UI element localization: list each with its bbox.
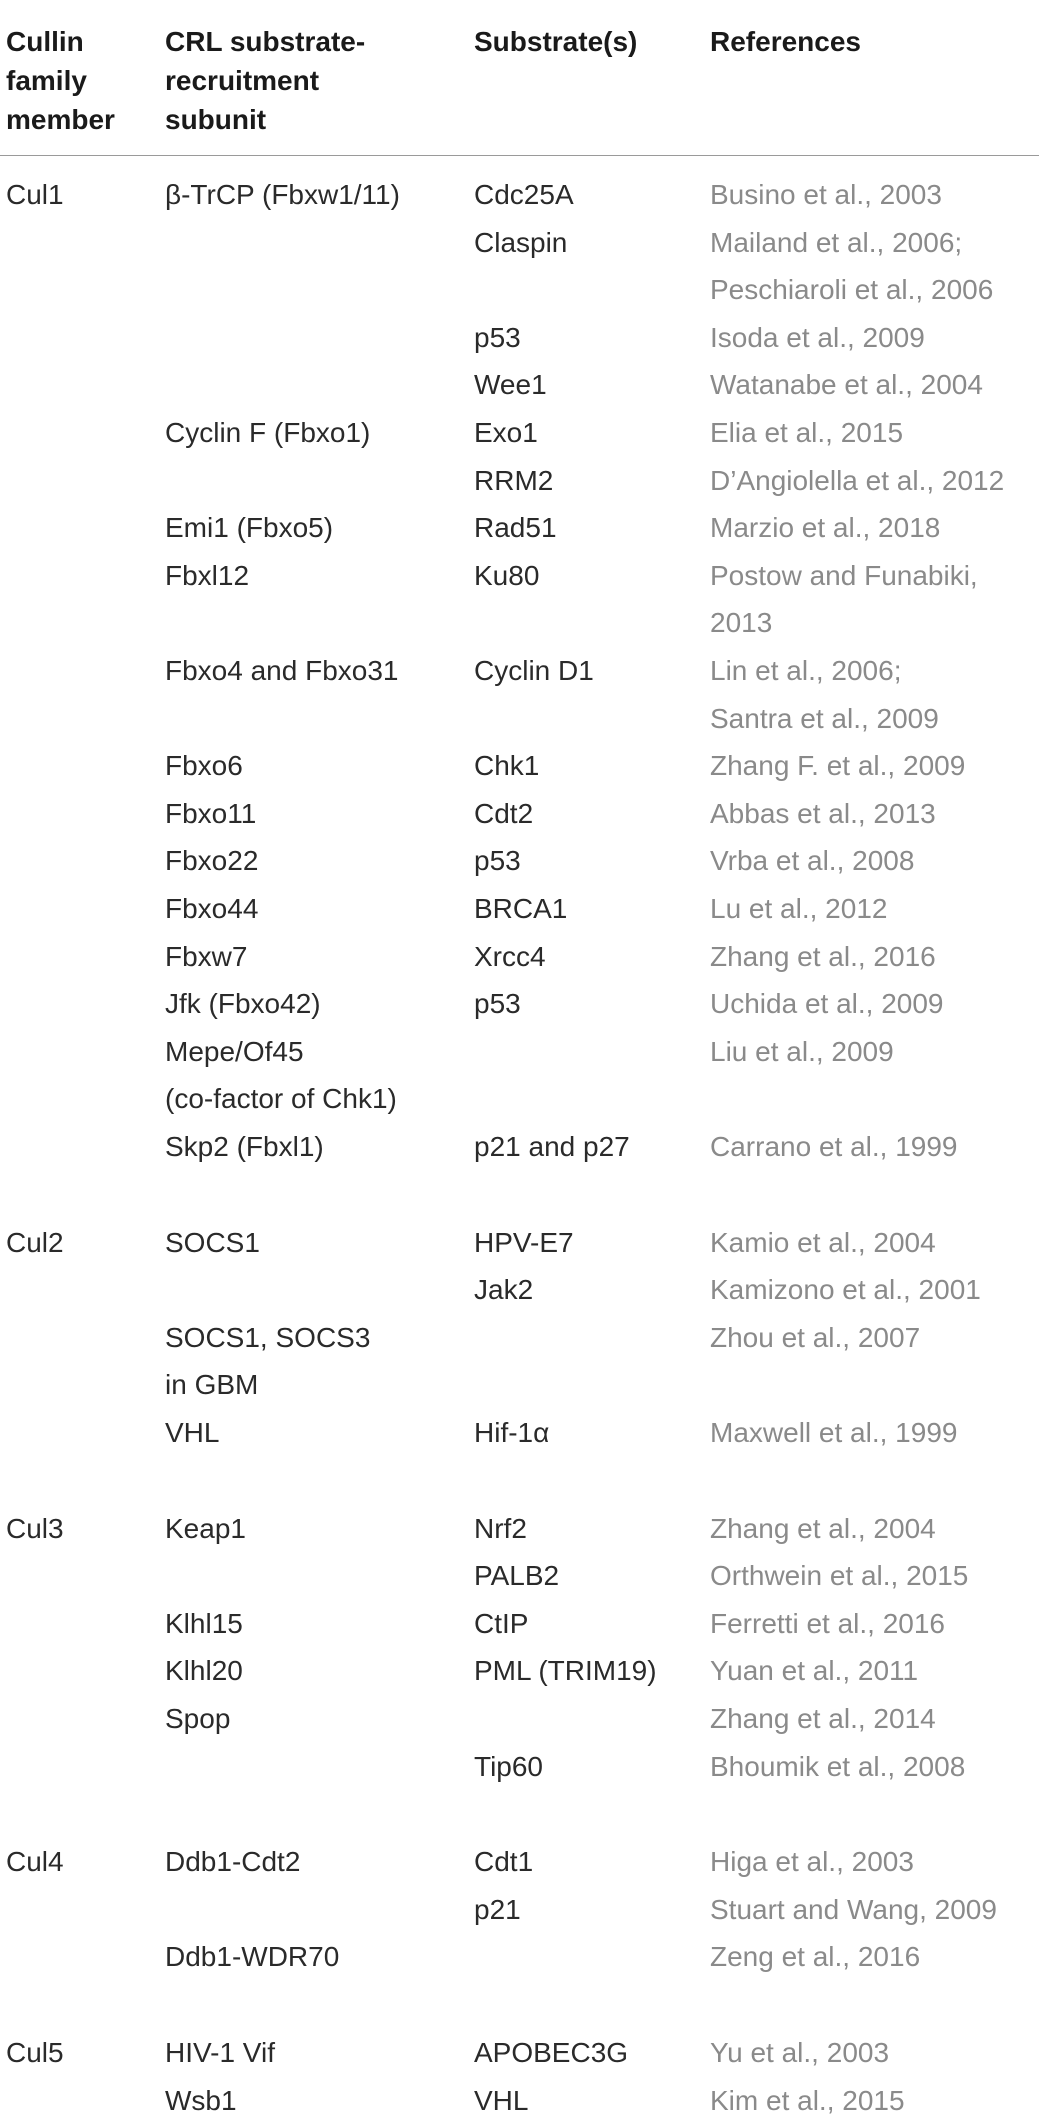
reference: Zhang et al., 2014 — [710, 1703, 936, 1734]
substrate-recruitment-subunit: Fbxl12 — [165, 559, 250, 591]
substrate: CtIP — [474, 1607, 529, 1639]
substrate-recruitment-subunit: Klhl20 — [165, 1655, 243, 1687]
substrate-recruitment-subunit: Fbxo22 — [165, 845, 259, 877]
substrate-recruitment-subunit: β-TrCP (Fbxw1/11) — [165, 179, 400, 210]
substrate: Rad51 — [474, 512, 557, 544]
reference: Vrba et al., 2008 — [710, 845, 915, 877]
substrate: Cdt1 — [474, 1846, 534, 1878]
substrate: p53 — [474, 845, 521, 877]
reference: Yu et al., 2003 — [710, 2037, 890, 2068]
header-cullin-family-member: Cullin family member — [6, 26, 115, 135]
reference: Uchida et al., 2009 — [710, 988, 944, 1020]
substrate-recruitment-subunit: SOCS1 — [165, 1226, 260, 1258]
substrate: Nrf2 — [474, 1512, 527, 1544]
header-substrate-recruitment-subunit: CRL substrate- recruitment subunit — [165, 26, 366, 135]
substrate: Chk1 — [474, 750, 540, 782]
substrate: Hif-1α — [474, 1417, 550, 1448]
substrate: Jak2 — [474, 1274, 534, 1306]
reference: Mailand et al., 2006; Peschiaroli et al., 2006 — [710, 226, 994, 306]
cullin-family-member: Cul2 — [6, 1226, 64, 1258]
substrate: p53 — [474, 321, 521, 353]
substrate: Cyclin D1 — [474, 655, 594, 686]
substrate-recruitment-subunit: Fbxw7 — [165, 940, 248, 972]
substrate-recruitment-subunit: HIV-1 Vif — [165, 2037, 275, 2068]
reference: Higa et al., 2003 — [710, 1846, 914, 1878]
substrate-recruitment-subunit: Ddb1-WDR70 — [165, 1941, 340, 1973]
reference: Watanabe et al., 2004 — [710, 369, 983, 401]
reference: Yuan et al., 2011 — [710, 1655, 919, 1687]
substrate: p53 — [474, 988, 521, 1020]
reference: Lin et al., 2006; Santra et al., 2009 — [710, 655, 939, 734]
substrate: APOBEC3G — [474, 2037, 629, 2068]
substrate: PALB2 — [474, 1560, 560, 1592]
substrate-recruitment-subunit: Fbxo4 and Fbxo31 — [165, 655, 399, 686]
substrate: RRM2 — [474, 464, 554, 496]
reference: Maxwell et al., 1999 — [710, 1417, 958, 1448]
substrate: HPV-E7 — [474, 1226, 574, 1258]
substrate-recruitment-subunit: Skp2 (Fbxl1) — [165, 1131, 324, 1162]
reference: Carrano et al., 1999 — [710, 1131, 958, 1162]
substrate: VHL — [474, 2084, 529, 2116]
substrate: Exo1 — [474, 417, 538, 448]
header-references: References — [710, 26, 861, 57]
reference: Stuart and Wang, 2009 — [710, 1893, 997, 1925]
substrate-recruitment-subunit: Jfk (Fbxo42) — [165, 988, 321, 1020]
substrate: Ku80 — [474, 559, 540, 591]
cullin-family-member: Cul1 — [6, 179, 64, 210]
substrate: p21 and p27 — [474, 1131, 630, 1162]
substrate: Xrcc4 — [474, 940, 546, 972]
reference: Isoda et al., 2009 — [710, 321, 925, 353]
reference: Zhou et al., 2007 — [710, 1321, 921, 1353]
substrate: Claspin — [474, 226, 568, 258]
reference: Zeng et al., 2016 — [710, 1941, 921, 1973]
reference: Zhang et al., 2004 — [710, 1512, 936, 1544]
header-divider — [0, 155, 1039, 156]
substrate-recruitment-subunit: Fbxo11 — [165, 797, 257, 829]
header-substrates: Substrate(s) — [474, 26, 638, 57]
reference: D’Angiolella et al., 2012 — [710, 464, 1005, 496]
reference: Ferretti et al., 2016 — [710, 1607, 946, 1639]
substrate-recruitment-subunit: VHL — [165, 1417, 220, 1448]
substrate: PML (TRIM19) — [474, 1655, 657, 1687]
substrate-recruitment-subunit: Spop — [165, 1703, 231, 1734]
reference: Zhang F. et al., 2009 — [710, 750, 966, 782]
cullin-family-member: Cul4 — [6, 1846, 64, 1878]
reference: Postow and Funabiki, 2013 — [710, 559, 978, 639]
substrate: BRCA1 — [474, 893, 568, 924]
reference: Kamio et al., 2004 — [710, 1226, 936, 1258]
reference: Kamizono et al., 2001 — [710, 1274, 981, 1306]
substrate-recruitment-subunit: Emi1 (Fbxo5) — [165, 512, 334, 544]
substrate-recruitment-subunit: SOCS1, SOCS3 in GBM — [165, 1321, 371, 1401]
substrate-recruitment-subunit: Mepe/Of45 (co-factor of Chk1) — [165, 1035, 397, 1115]
reference: Zhang et al., 2016 — [710, 940, 936, 972]
substrate-recruitment-subunit: Fbxo44 — [165, 893, 259, 924]
substrate: p21 — [474, 1893, 521, 1925]
reference: Abbas et al., 2013 — [710, 797, 936, 829]
substrate: Cdt2 — [474, 797, 534, 829]
substrate-recruitment-subunit: Ddb1-Cdt2 — [165, 1846, 301, 1878]
substrate-recruitment-subunit: Keap1 — [165, 1512, 246, 1544]
substrate-recruitment-subunit: Cyclin F (Fbxo1) — [165, 417, 371, 448]
substrate-recruitment-subunit: Fbxo6 — [165, 750, 243, 782]
reference: Busino et al., 2003 — [710, 179, 942, 210]
substrate: Cdc25A — [474, 179, 574, 210]
substrate-recruitment-subunit: Klhl15 — [165, 1607, 243, 1639]
substrate: Wee1 — [474, 369, 547, 401]
reference: Orthwein et al., 2015 — [710, 1560, 969, 1592]
reference: Bhoumik et al., 2008 — [710, 1750, 966, 1782]
reference: Elia et al., 2015 — [710, 417, 904, 448]
reference: Lu et al., 2012 — [710, 893, 888, 924]
reference: Marzio et al., 2018 — [710, 512, 941, 544]
reference: Kim et al., 2015 — [710, 2084, 905, 2116]
reference: Liu et al., 2009 — [710, 1035, 894, 1067]
cullin-family-member: Cul3 — [6, 1512, 64, 1544]
cullin-family-member: Cul5 — [6, 2037, 64, 2068]
substrate: Tip60 — [474, 1750, 544, 1782]
substrate-recruitment-subunit: Wsb1 — [165, 2084, 237, 2116]
